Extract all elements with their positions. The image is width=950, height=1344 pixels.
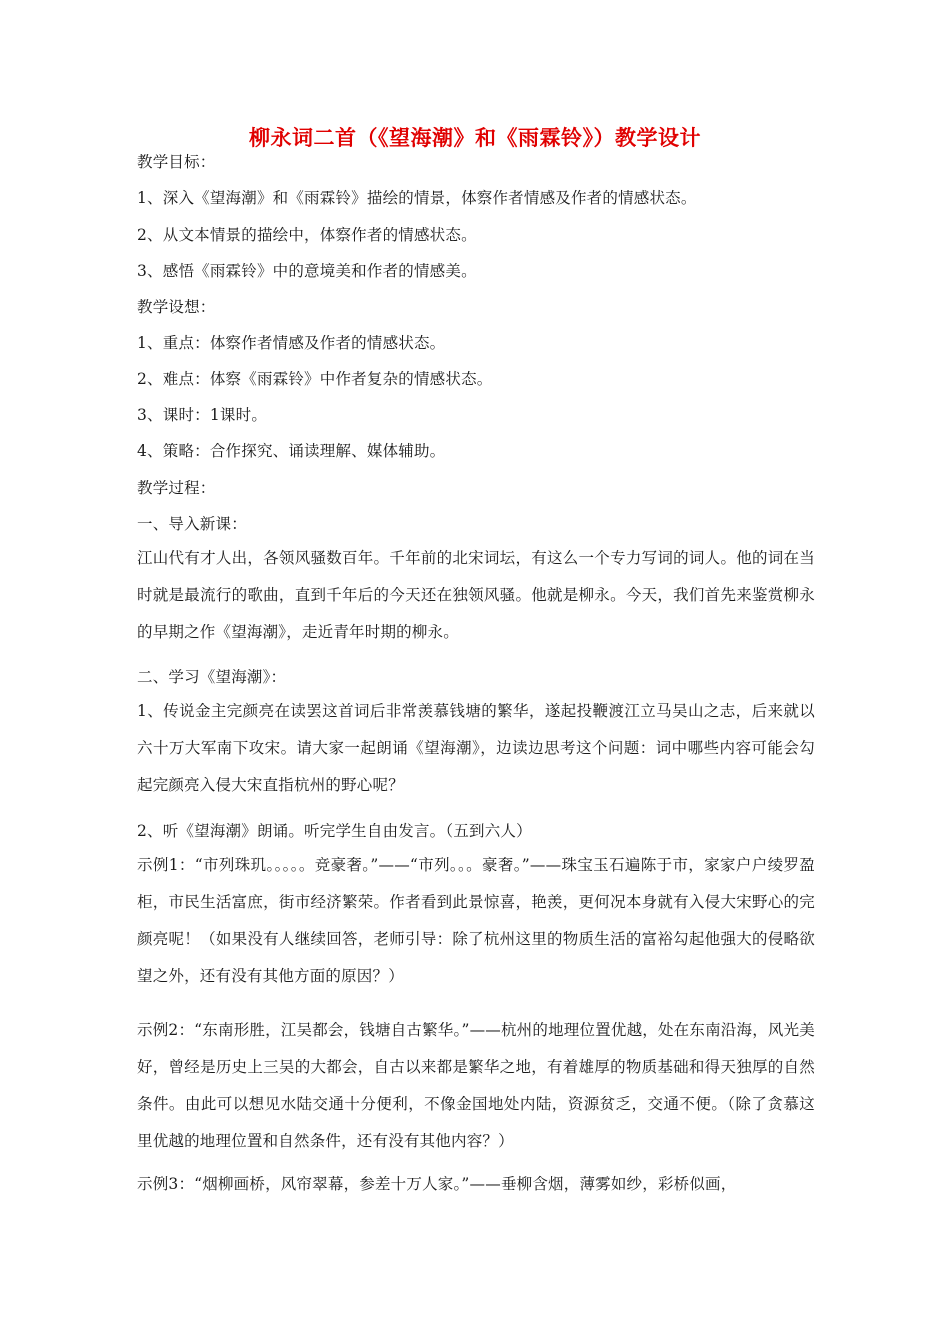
example-3-paragraph: 示例3：“烟柳画桥，风帘翠幕，参差十万人家。”——垂柳含烟，薄雾如纱，彩桥似画， bbox=[137, 1175, 737, 1193]
plan-item: 2、难点：体察《雨霖铃》中作者复杂的情感状态。 bbox=[137, 370, 493, 388]
goal-item: 2、从文本情景的描绘中，体察作者的情感状态。 bbox=[137, 226, 477, 244]
section-heading-wanghaichao: 二、学习《望海潮》： bbox=[137, 668, 287, 686]
section-heading-intro: 一、导入新课： bbox=[137, 515, 247, 533]
document-title: 柳永词二首（《望海潮》和《雨霖铃》）教学设计 bbox=[249, 125, 701, 150]
goal-item: 3、感悟《雨霖铃》中的意境美和作者的情感美。 bbox=[137, 262, 477, 280]
plan-item: 1、重点：体察作者情感及作者的情感状态。 bbox=[137, 334, 446, 352]
example-2-paragraph: 示例2：“东南形胜，江吴都会，钱塘自古繁华。”——杭州的地理位置优越，处在东南沿海，风光美好，曾经是历史上三吴的大都会，自古以来都是繁华之地，有着雄厚的物质基础和得天独厚的自然条件。由此可以想见水陆交通十分便利，不像金国地处内陆，资源贫乏，交通不便。（除了贪慕这里优越的地理位置和自然条件，还有没有其他内容？） bbox=[137, 1021, 815, 1150]
paragraph-item-2: 2、听《望海潮》朗诵。听完学生自由发言。（五到六人） bbox=[137, 822, 532, 840]
plan-item: 3、课时：1课时。 bbox=[137, 406, 268, 424]
goal-item: 1、深入《望海潮》和《雨霖铃》描绘的情景，体察作者情感及作者的情感状态。 bbox=[137, 189, 697, 207]
heading-teaching-plan: 教学设想： bbox=[137, 298, 216, 316]
intro-paragraph: 江山代有才人出，各领风骚数百年。千年前的北宋词坛，有这么一个专力写词的词人。他的词在当时就是最流行的歌曲，直到千年后的今天还在独领风骚。他就是柳永。今天，我们首先来鉴赏柳永的早期之作《望海潮》，走近青年时期的柳永。 bbox=[137, 549, 815, 641]
heading-teaching-process: 教学过程： bbox=[137, 479, 216, 497]
example-1-paragraph: 示例1：“市列珠玑。。。。。竞豪奢。”——“市列。。。豪奢。”——珠宝玉石遍陈于市，家家户户绫罗盈柜，市民生活富庶，街市经济繁荣。作者看到此景惊喜，艳羡，更何况本身就有入侵大宋野心的完颜亮呢！（如果没有人继续回答，老师引导：除了杭州这里的物质生活的富裕勾起他强大的侵略欲望之外，还有没有其他方面的原因？） bbox=[137, 856, 815, 985]
paragraph-item-1: 1、传说金主完颜亮在读罢这首词后非常羡慕钱塘的繁华，遂起投鞭渡江立马吴山之志，后来就以六十万大军南下攻宋。请大家一起朗诵《望海潮》，边读边思考这个问题：词中哪些内容可能会勾起完颜亮入侵大宋直指杭州的野心呢？ bbox=[137, 702, 815, 794]
plan-item: 4、策略：合作探究、诵读理解、媒体辅助。 bbox=[137, 442, 446, 460]
heading-teaching-goals: 教学目标： bbox=[137, 153, 216, 171]
